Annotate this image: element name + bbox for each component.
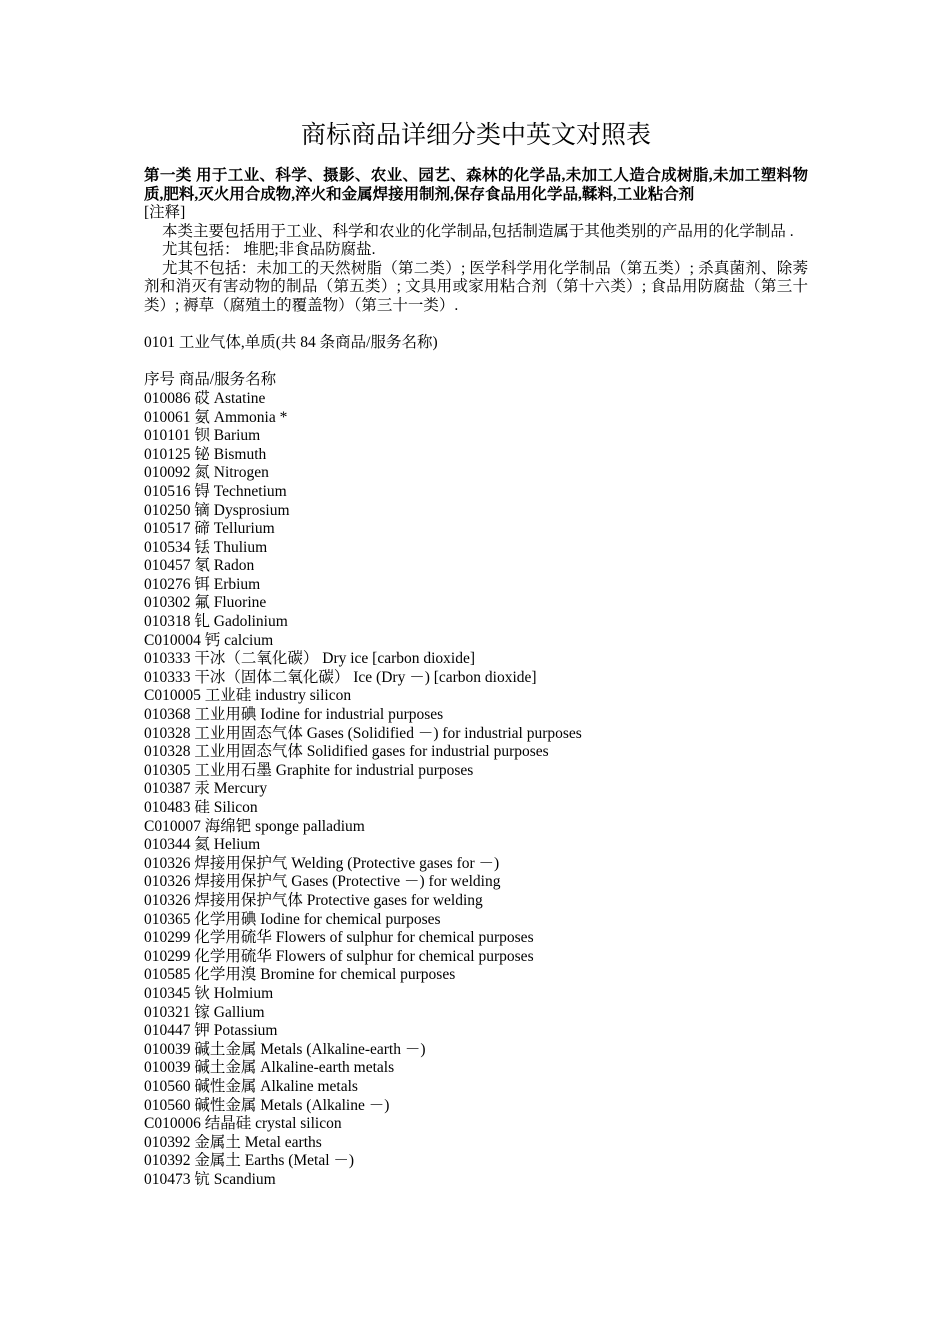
list-item: 010516 锝 Technetium (144, 482, 287, 500)
list-item: 010473 钪 Scandium (144, 1170, 276, 1188)
note-include: 尤其包括： 堆肥;非食品防腐盐. (162, 241, 376, 259)
list-item: 010326 焊接用保护气 Welding (Protective gases for －) (144, 854, 500, 872)
list-item: 010392 金属土 Earths (Metal －) (144, 1152, 355, 1170)
list-item: 010039 碱土金属 Alkaline-earth metals (144, 1059, 395, 1077)
list-item: 010299 化学用硫华 Flowers of sulphur for chemical purposes (144, 947, 534, 965)
list-item: 010326 焊接用保护气 Gases (Protective －) for welding (144, 873, 501, 891)
list-item: 010039 碱土金属 Metals (Alkaline-earth －) (144, 1040, 426, 1058)
note-exclude: 尤其不包括：未加工的天然树脂（第二类）; 医学科学用化学制品（第五类）; 杀真菌剂、除莠剂和消灭有害动物的制品（第五类）; 文具用或家用粘合剂（第十六类）; 食品用防腐盐（第三十类）; 褥草（腐殖土的覆盖物）（第三十一类）. (144, 259, 808, 314)
list-item: C010007 海绵钯 sponge palladium (144, 817, 365, 835)
list-item: 010328 工业用固态气体 Solidified gases for industrial purposes (144, 743, 549, 761)
spacer (144, 316, 808, 335)
list-item: 010585 化学用溴 Bromine for chemical purposes (144, 966, 456, 984)
class-heading: 第一类 用于工业、科学、摄影、农业、园艺、森林的化学品,未加工人造合成树脂,未加工塑料物质,肥料,灭火用合成物,淬火和金属焊接用制剂,保存食品用化学品,鞣料,工业粘合剂 (144, 167, 808, 203)
list-item: 010302 氟 Fluorine (144, 594, 267, 612)
list-item: C010004 钙 calcium (144, 631, 274, 649)
note-label: [注释] (144, 204, 186, 221)
list-item: 010299 化学用硫华 Flowers of sulphur for chemical purposes (144, 929, 534, 947)
list-item: 010086 砹 Astatine (144, 389, 266, 407)
list-item: 010276 铒 Erbium (144, 575, 261, 593)
list-item: C010006 结晶硅 crystal silicon (144, 1115, 342, 1133)
list-item: 010447 钾 Potassium (144, 1022, 278, 1040)
list-item: 010125 铋 Bismuth (144, 445, 267, 463)
document-page (144, 120, 808, 1189)
note-main: 本类主要包括用于工业、科学和农业的化学制品,包括制造属于其他类别的产品用的化学制品 . (162, 222, 794, 240)
list-item: 010250 镝 Dysprosium (144, 501, 290, 519)
list-item: 010344 氦 Helium (144, 836, 261, 854)
list-item: 010365 化学用碘 Iodine for chemical purposes (144, 910, 441, 928)
list-item: 010333 干冰（固体二氧化碳） Ice (Dry －) [carbon dioxide] (144, 668, 537, 686)
list-item: 010392 金属土 Metal earths (144, 1133, 322, 1151)
list-item: 010321 镓 Gallium (144, 1003, 265, 1021)
list-item: 010092 氮 Nitrogen (144, 464, 269, 482)
section-title: 0101 工业气体,单质(共 84 条商品/服务名称) (144, 334, 438, 352)
list-item: 010326 焊接用保护气体 Protective gases for welding (144, 891, 483, 909)
list-item: 010101 钡 Barium (144, 427, 261, 445)
list-item: C010005 工业硅 industry silicon (144, 687, 352, 705)
list-item: 010368 工业用碘 Iodine for industrial purposes (144, 706, 444, 724)
list-item: 010305 工业用石墨 Graphite for industrial purposes (144, 761, 474, 779)
spacer (144, 353, 808, 372)
list-item: 010560 碱性金属 Metals (Alkaline －) (144, 1096, 390, 1114)
list-item: 010387 汞 Mercury (144, 780, 268, 798)
list-item: 010345 钬 Holmium (144, 984, 274, 1002)
list-item: 010328 工业用固态气体 Gases (Solidified －) for industrial purposes (144, 724, 582, 742)
list-item: 010318 钆 Gadolinium (144, 613, 288, 631)
list-item: 010534 铥 Thulium (144, 538, 268, 556)
list-item: 010333 干冰（二氧化碳） Dry ice [carbon dioxide] (144, 650, 476, 668)
list-item: 010483 硅 Silicon (144, 799, 258, 816)
list-item: 010517 碲 Tellurium (144, 520, 275, 538)
list-item: 010560 碱性金属 Alkaline metals (144, 1077, 358, 1095)
document-title: 商标商品详细分类中英文对照表 (300, 122, 651, 149)
list-item: 010457 氡 Radon (144, 557, 255, 575)
goods-list (144, 390, 808, 1190)
list-header: 序号 商品/服务名称 (144, 371, 277, 389)
list-item: 010061 氨 Ammonia * (144, 408, 288, 426)
